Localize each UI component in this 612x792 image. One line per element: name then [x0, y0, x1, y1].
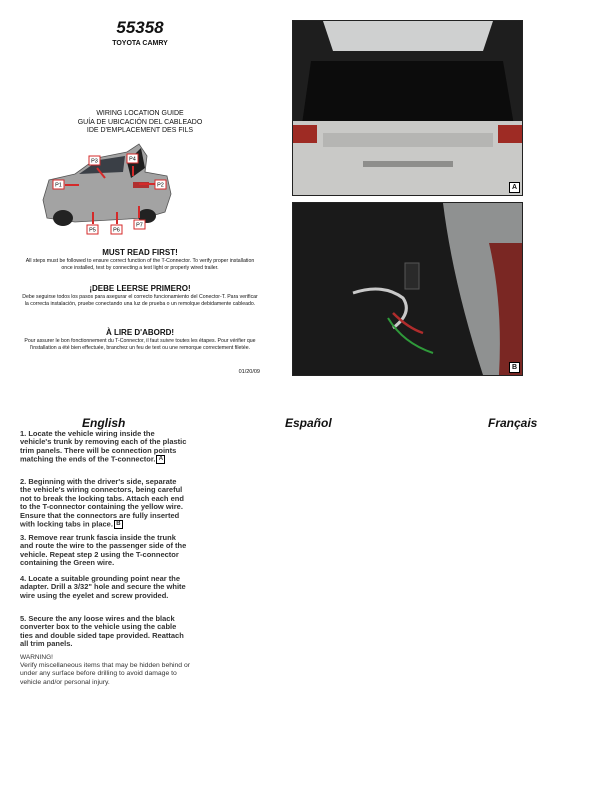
debe-leerse-text: Debe seguirse todos los pasos para asegurar el correcto funcionamiento del Conector-T. Para verificar la correcta instalación, pruebe conectando una luz de prueba o un remolque debidamente cableado.	[22, 294, 258, 307]
svg-text:P6: P6	[113, 227, 120, 234]
callout-p4	[127, 154, 138, 163]
debe-leerse-heading: ¡DEBE LEERSE PRIMERO!	[89, 284, 191, 293]
must-read-heading: MUST READ FIRST!	[102, 248, 178, 257]
vehicle-name: TOYOTA CAMRY	[112, 40, 168, 47]
photo-b-label: B	[509, 362, 520, 373]
step-2-photo-ref: B	[114, 520, 123, 529]
photo-b-wiring	[292, 202, 523, 376]
svg-text:P7: P7	[136, 222, 143, 229]
svg-text:P5: P5	[89, 227, 96, 234]
step-5: 5. Secure the any loose wires and the black converter box to the vehicle using the cable ties and double sided tape provided. Reattach all trim panels.	[20, 614, 184, 649]
svg-text:P2: P2	[157, 182, 164, 189]
a-lire-text: Pour assurer le bon fonctionnement du T-Connector, il faut suivre toutes les étapes. Pour vérifier que l'installation a été bien effectuée, branchez un feu de text ou une remorque correctement filetée.	[24, 338, 256, 351]
wiring-photo-illustration	[293, 203, 522, 375]
callout-p1	[53, 180, 64, 189]
callout-p6	[111, 225, 122, 234]
warning-heading: WARNING!	[20, 654, 53, 661]
wiring-guide-title	[20, 110, 260, 136]
guide-title-es: GUÍA DE UBICACIÓN DEL CABLEADO	[77, 118, 203, 126]
photo-a-label: A	[509, 182, 520, 193]
callout-p3	[89, 156, 100, 165]
svg-text:P4: P4	[129, 156, 136, 163]
svg-text:P3: P3	[91, 158, 98, 165]
guide-title-en: WIRING LOCATION GUIDE	[96, 110, 184, 117]
photo-a-trunk	[292, 20, 523, 196]
step-1-text: 1. Locate the vehicle wiring inside the vehicle's trunk by removing each of the plastic trim panels. There will be connection points matching the ends of the T-connector.	[20, 429, 187, 464]
step-1-photo-ref: A	[156, 455, 165, 464]
callout-p5	[87, 225, 98, 234]
svg-text:P1: P1	[55, 182, 62, 189]
heading-english: English	[82, 416, 126, 430]
step-3: 3. Remove rear trunk fascia inside the trunk and route the wire to the passenger side of the vehicle. Repeat step 2 using the T-connector containing the Green wire.	[20, 533, 187, 568]
step-1	[20, 430, 188, 464]
car-wiring-diagram	[35, 138, 185, 240]
must-read-text: All steps must be followed to ensure correct function of the T-Connector. To verify proper installation once installed, test by connecting a test light or properly wired trailer.	[25, 258, 255, 271]
guide-title-fr: IDE D'EMPLACEMENT DES FILS	[86, 127, 194, 134]
rear-wheel	[53, 210, 73, 226]
trunk-photo-illustration	[293, 21, 522, 195]
a-lire-heading: À LIRE D'ABORD!	[105, 328, 175, 337]
part-number: 55358	[116, 18, 164, 37]
warning-text: Verify miscellaneous items that may be hidden behind or under any surface before drilling to avoid damage to vehicle and/or personal injury.	[20, 662, 191, 686]
step-2-text: 2. Beginning with the driver's side, separate the vehicle's wiring connectors, being careful not to break the locking tabs. Attach each end to the T-connector containing the yellow wire. Ensure that the connectors are fully inserted with locking tabs in place.	[20, 477, 184, 529]
callout-p7	[134, 220, 145, 229]
callout-p2	[155, 180, 166, 189]
heading-francais: Français	[488, 416, 538, 430]
heading-espanol: Español	[285, 416, 332, 430]
step-4: 4. Locate a suitable grounding point near the adapter. Drill a 3/32" hole and secure the white wire using the eyelet and screw provided.	[20, 574, 186, 600]
step-2	[20, 478, 188, 529]
document-date: 01/20/09	[238, 369, 260, 375]
